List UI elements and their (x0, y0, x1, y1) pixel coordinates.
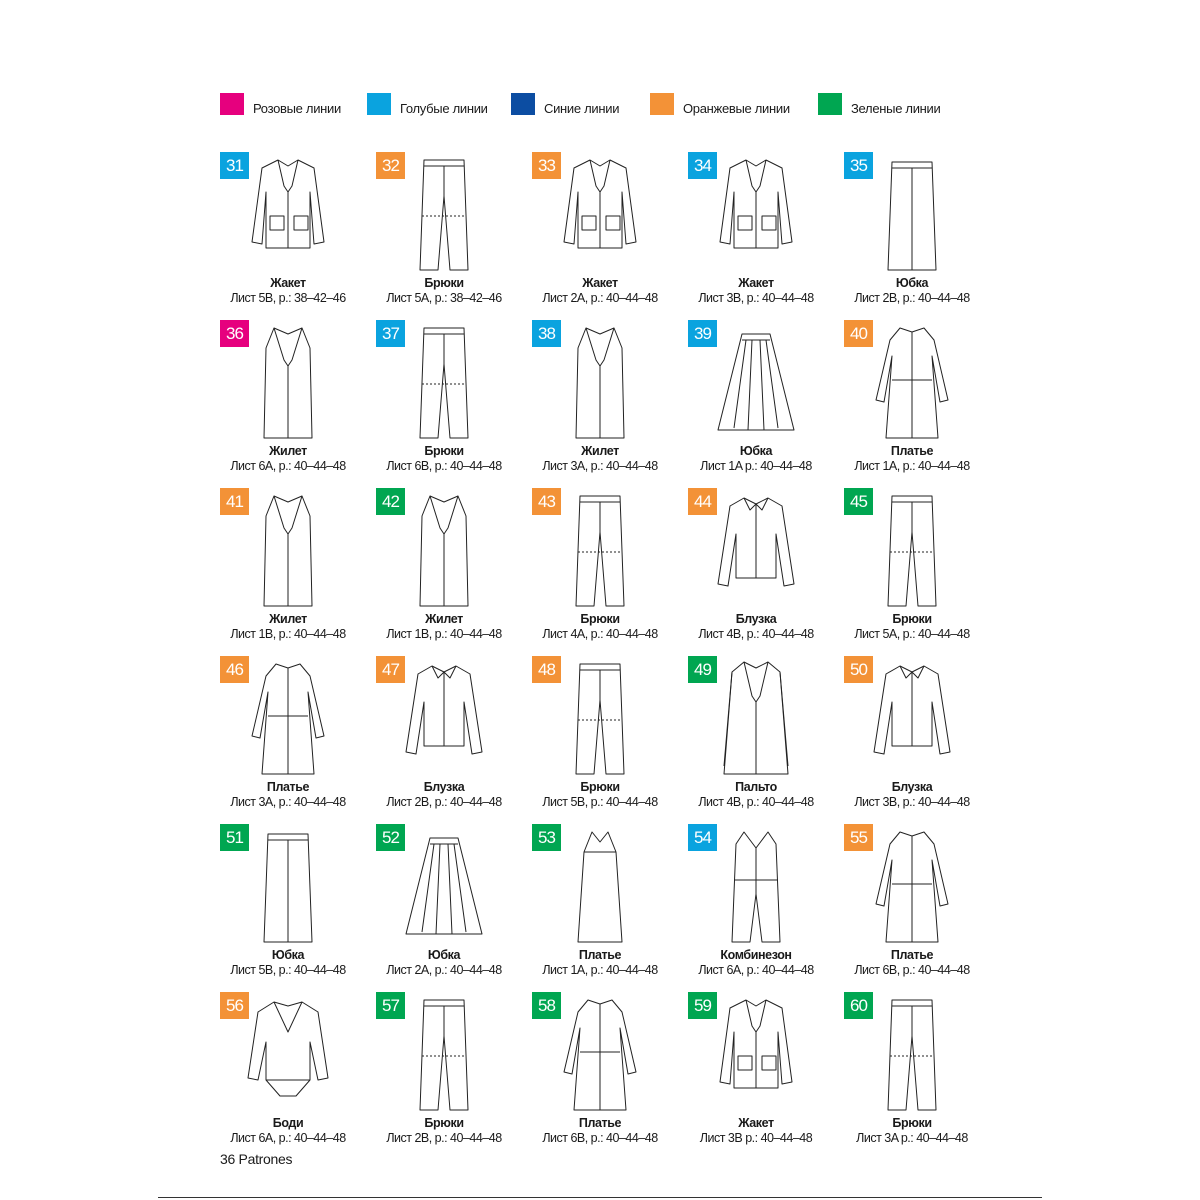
trousers-icon (400, 992, 488, 1120)
blouse-icon (400, 656, 488, 784)
dress-icon (244, 656, 332, 784)
pattern-item-41 (220, 488, 376, 656)
item-sheet-sizes: Лист 1B, р.: 40–44–48 (386, 627, 502, 641)
item-name: Блузка (735, 612, 777, 626)
item-number-badge: 40 (844, 320, 873, 347)
item-name: Брюки (424, 444, 464, 458)
item-name: Юбка (427, 948, 461, 962)
item-name: Брюки (580, 612, 620, 626)
color-legend (220, 93, 980, 117)
item-name: Платье (890, 444, 934, 458)
item-name: Блузка (891, 780, 933, 794)
trousers-icon (400, 320, 488, 448)
item-name: Боди (272, 1116, 304, 1130)
jacket-icon (712, 992, 800, 1120)
vest-icon (400, 488, 488, 616)
pattern-item-47 (376, 656, 532, 824)
item-number-badge: 41 (220, 488, 249, 515)
pattern-item-43 (532, 488, 688, 656)
jacket-icon (244, 152, 332, 280)
item-sheet-sizes: Лист 3A, р.: 40–44–48 (230, 795, 346, 809)
legend-label: Оранжевые линии (683, 101, 790, 116)
item-number-badge: 50 (844, 656, 873, 683)
item-name: Брюки (424, 1116, 464, 1130)
pattern-item-46 (220, 656, 376, 824)
item-number-badge: 39 (688, 320, 717, 347)
item-number-badge: 35 (844, 152, 873, 179)
item-name: Жакет (270, 276, 306, 290)
item-sheet-sizes: Лист 1A, р.: 40–44–48 (854, 459, 970, 473)
item-name: Жакет (738, 276, 774, 290)
item-number-badge: 44 (688, 488, 717, 515)
blouse-icon (712, 488, 800, 616)
bodysuit-icon (244, 992, 332, 1120)
item-sheet-sizes: Лист 4B, р.: 40–44–48 (698, 627, 814, 641)
pattern-item-51 (220, 824, 376, 992)
item-number-badge: 59 (688, 992, 717, 1019)
item-number-badge: 48 (532, 656, 561, 683)
item-number-badge: 57 (376, 992, 405, 1019)
item-name: Пальто (735, 780, 777, 794)
item-sheet-sizes: Лист 5B, р.: 40–44–48 (230, 963, 346, 977)
item-sheet-sizes: Лист 1B, р.: 40–44–48 (230, 627, 346, 641)
item-sheet-sizes: Лист 6A, р.: 40–44–48 (698, 963, 814, 977)
item-number-badge: 42 (376, 488, 405, 515)
item-number-badge: 37 (376, 320, 405, 347)
legend-swatch (818, 93, 842, 115)
item-number-badge: 32 (376, 152, 405, 179)
jacket-icon (712, 152, 800, 280)
item-name: Жакет (582, 276, 618, 290)
blouse-icon (868, 656, 956, 784)
dress-icon (556, 992, 644, 1120)
pattern-item-48 (532, 656, 688, 824)
item-name: Жилет (581, 444, 619, 458)
item-name: Платье (578, 1116, 622, 1130)
item-number-badge: 58 (532, 992, 561, 1019)
legend-label: Голубые линии (400, 101, 488, 116)
pattern-item-32 (376, 152, 532, 320)
slip-dress-icon (556, 824, 644, 952)
item-number-badge: 55 (844, 824, 873, 851)
legend-swatch (650, 93, 674, 115)
item-name: Жакет (738, 1116, 774, 1130)
item-sheet-sizes: Лист 6B, р.: 40–44–48 (854, 963, 970, 977)
item-sheet-sizes: Лист 6B, р.: 40–44–48 (386, 459, 502, 473)
pattern-item-39 (688, 320, 844, 488)
item-number-badge: 56 (220, 992, 249, 1019)
item-name: Юбка (739, 444, 773, 458)
item-number-badge: 43 (532, 488, 561, 515)
item-number-badge: 45 (844, 488, 873, 515)
item-sheet-sizes: Лист 5A, р.: 40–44–48 (854, 627, 970, 641)
vest-icon (244, 320, 332, 448)
pattern-item-54 (688, 824, 844, 992)
pattern-item-33 (532, 152, 688, 320)
pencil-skirt-icon (868, 152, 956, 280)
bottom-rule (158, 1197, 1042, 1198)
pattern-item-56 (220, 992, 376, 1160)
pattern-item-49 (688, 656, 844, 824)
item-number-badge: 54 (688, 824, 717, 851)
pattern-item-38 (532, 320, 688, 488)
item-name: Брюки (892, 612, 932, 626)
item-sheet-sizes: Лист 2B, р.: 40–44–48 (854, 291, 970, 305)
pattern-item-58 (532, 992, 688, 1160)
item-sheet-sizes: Лист 4B, р.: 40–44–48 (698, 795, 814, 809)
item-name: Платье (266, 780, 310, 794)
item-number-badge: 34 (688, 152, 717, 179)
jacket-icon (556, 152, 644, 280)
item-name: Юбка (271, 948, 305, 962)
trousers-icon (556, 488, 644, 616)
trousers-icon (556, 656, 644, 784)
pattern-grid (220, 152, 1000, 1152)
coat-icon (712, 656, 800, 784)
item-sheet-sizes: Лист 4A, р.: 40–44–48 (542, 627, 658, 641)
pattern-item-57 (376, 992, 532, 1160)
item-sheet-sizes: Лист 2B, р.: 40–44–48 (386, 1131, 502, 1145)
item-name: Жилет (269, 444, 307, 458)
item-name: Брюки (892, 1116, 932, 1130)
pattern-item-35 (844, 152, 1000, 320)
item-number-badge: 60 (844, 992, 873, 1019)
item-sheet-sizes: Лист 3B р.: 40–44–48 (699, 1131, 813, 1145)
pattern-item-60 (844, 992, 1000, 1160)
item-name: Брюки (424, 276, 464, 290)
item-number-badge: 53 (532, 824, 561, 851)
legend-label: Синие линии (544, 101, 620, 116)
pattern-item-52 (376, 824, 532, 992)
item-name: Блузка (423, 780, 465, 794)
trousers-icon (868, 488, 956, 616)
pattern-item-37 (376, 320, 532, 488)
pencil-skirt-icon (244, 824, 332, 952)
pattern-item-34 (688, 152, 844, 320)
pattern-item-42 (376, 488, 532, 656)
pattern-item-36 (220, 320, 376, 488)
item-sheet-sizes: Лист 5B, р.: 38–42–46 (230, 291, 346, 305)
pattern-item-50 (844, 656, 1000, 824)
item-sheet-sizes: Лист 3B, р.: 40–44–48 (698, 291, 814, 305)
item-name: Платье (578, 948, 622, 962)
item-name: Юбка (895, 276, 929, 290)
page-footer: 36 Patrones (220, 1151, 293, 1167)
pattern-item-55 (844, 824, 1000, 992)
pattern-item-31 (220, 152, 376, 320)
item-sheet-sizes: Лист 6B, р.: 40–44–48 (542, 1131, 658, 1145)
item-number-badge: 52 (376, 824, 405, 851)
item-sheet-sizes: Лист 6A, р.: 40–44–48 (230, 1131, 346, 1145)
item-name: Жилет (269, 612, 307, 626)
legend-swatch (511, 93, 535, 115)
pattern-item-53 (532, 824, 688, 992)
dress-icon (868, 320, 956, 448)
item-number-badge: 49 (688, 656, 717, 683)
legend-label: Зеленые линии (851, 101, 941, 116)
item-sheet-sizes: Лист 1A, р.: 40–44–48 (542, 963, 658, 977)
legend-label: Розовые линии (253, 101, 341, 116)
legend-swatch (367, 93, 391, 115)
trousers-icon (868, 992, 956, 1120)
item-name: Жилет (425, 612, 463, 626)
item-sheet-sizes: Лист 3B, р.: 40–44–48 (854, 795, 970, 809)
item-sheet-sizes: Лист 3A, р.: 40–44–48 (542, 459, 658, 473)
item-name: Платье (890, 948, 934, 962)
item-sheet-sizes: Лист 5B, р.: 40–44–48 (542, 795, 658, 809)
pattern-item-44 (688, 488, 844, 656)
pattern-item-40 (844, 320, 1000, 488)
vest-icon (244, 488, 332, 616)
item-number-badge: 33 (532, 152, 561, 179)
item-number-badge: 31 (220, 152, 249, 179)
pattern-item-45 (844, 488, 1000, 656)
item-sheet-sizes: Лист 2A, р.: 40–44–48 (386, 963, 502, 977)
pattern-item-59 (688, 992, 844, 1160)
vest-icon (556, 320, 644, 448)
item-number-badge: 46 (220, 656, 249, 683)
item-sheet-sizes: Лист 3A р.: 40–44–48 (856, 1131, 968, 1145)
item-name: Брюки (580, 780, 620, 794)
item-number-badge: 47 (376, 656, 405, 683)
item-name: Комбинезон (720, 948, 792, 962)
item-number-badge: 36 (220, 320, 249, 347)
item-sheet-sizes: Лист 2B, р.: 40–44–48 (386, 795, 502, 809)
jumpsuit-icon (712, 824, 800, 952)
flared-skirt-icon (400, 824, 488, 952)
flared-skirt-icon (712, 320, 800, 448)
trousers-icon (400, 152, 488, 280)
item-sheet-sizes: Лист 6A, р.: 40–44–48 (230, 459, 346, 473)
item-number-badge: 38 (532, 320, 561, 347)
legend-swatch (220, 93, 244, 115)
item-sheet-sizes: Лист 5A, р.: 38–42–46 (386, 291, 502, 305)
item-number-badge: 51 (220, 824, 249, 851)
item-sheet-sizes: Лист 2A, р.: 40–44–48 (542, 291, 658, 305)
item-sheet-sizes: Лист 1A р.: 40–44–48 (700, 459, 812, 473)
dress-icon (868, 824, 956, 952)
